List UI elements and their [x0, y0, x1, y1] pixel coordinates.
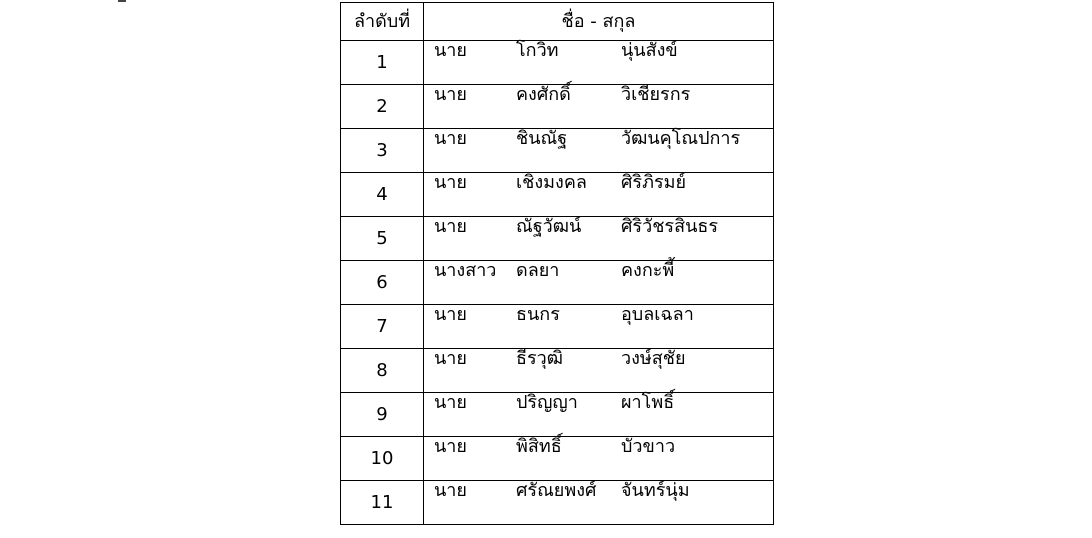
- last-name: วัฒนคุโณปการ: [621, 128, 741, 149]
- header-full-name: ชื่อ - สกุล: [424, 3, 774, 41]
- name-title: นาย: [434, 216, 467, 237]
- row-number: 9: [341, 393, 424, 437]
- table-row: [341, 173, 774, 217]
- first-name: ปริญญา: [516, 392, 578, 413]
- last-name: ศิริวัชรสินธร: [621, 216, 719, 237]
- table-header: [341, 3, 774, 41]
- full-name: [424, 41, 773, 69]
- name-title: นาย: [434, 480, 467, 501]
- row-number: 3: [341, 129, 424, 173]
- last-name: ผาโพธิ์: [621, 392, 675, 413]
- table-row: [341, 437, 774, 481]
- table-row: [341, 217, 774, 261]
- first-name: ดลยา: [516, 260, 560, 281]
- name-title: นาย: [434, 128, 467, 149]
- last-name: บัวขาว: [621, 436, 676, 457]
- row-number: 2: [341, 85, 424, 129]
- full-name-cell: [424, 305, 774, 349]
- full-name: [424, 85, 773, 113]
- first-name: ธนกร: [516, 304, 560, 325]
- last-name: จันทร์นุ่ม: [621, 480, 690, 501]
- table-row: [341, 481, 774, 525]
- table-body: [341, 41, 774, 525]
- row-number: 7: [341, 305, 424, 349]
- table-row: [341, 261, 774, 305]
- name-title: นาย: [434, 304, 467, 325]
- edge-mark: [118, 0, 126, 2]
- first-name: ศรัณยพงศ์: [516, 480, 597, 501]
- full-name: [424, 481, 773, 509]
- table-row: [341, 41, 774, 85]
- full-name-cell: [424, 129, 774, 173]
- full-name: [424, 393, 773, 421]
- name-title: นาย: [434, 436, 467, 457]
- full-name-cell: [424, 41, 774, 85]
- table-row: [341, 305, 774, 349]
- full-name: [424, 261, 773, 289]
- full-name-cell: [424, 261, 774, 305]
- full-name-cell: [424, 85, 774, 129]
- full-name: [424, 173, 773, 201]
- name-title: นาย: [434, 40, 467, 61]
- first-name: ธีรวุฒิ: [516, 348, 564, 369]
- row-number: 11: [341, 481, 424, 525]
- full-name: [424, 217, 773, 245]
- last-name: อุบลเฉลา: [621, 304, 694, 325]
- last-name: นุ่นสังข์: [621, 40, 678, 61]
- full-name-cell: [424, 217, 774, 261]
- row-number: 4: [341, 173, 424, 217]
- full-name: [424, 349, 773, 377]
- name-title: นาย: [434, 84, 467, 105]
- last-name: ศิริภิรมย์: [621, 172, 687, 193]
- header-number: ลำดับที่: [341, 3, 424, 41]
- full-name-cell: [424, 481, 774, 525]
- table-row: [341, 129, 774, 173]
- student-list-table: [340, 2, 774, 525]
- row-number: 8: [341, 349, 424, 393]
- first-name: คงศักดิ์: [516, 84, 571, 105]
- table-row: [341, 393, 774, 437]
- full-name-cell: [424, 437, 774, 481]
- last-name: วงษ์สุชัย: [621, 348, 686, 369]
- row-number: 6: [341, 261, 424, 305]
- first-name: ชินณัฐ: [516, 128, 568, 149]
- table-row: [341, 349, 774, 393]
- table-row: [341, 85, 774, 129]
- name-title: นางสาว: [434, 260, 497, 281]
- first-name: เชิงมงคล: [516, 172, 587, 193]
- full-name: [424, 129, 773, 157]
- name-title: นาย: [434, 392, 467, 413]
- full-name: [424, 437, 773, 465]
- last-name: วิเชียรกร: [621, 84, 691, 105]
- full-name-cell: [424, 349, 774, 393]
- last-name: คงกะพี้: [621, 260, 675, 281]
- full-name-cell: [424, 393, 774, 437]
- first-name: โกวิท: [516, 40, 559, 61]
- first-name: พิสิทธิ์: [516, 436, 562, 457]
- full-name: [424, 305, 773, 333]
- row-number: 10: [341, 437, 424, 481]
- name-title: นาย: [434, 348, 467, 369]
- first-name: ณัฐวัฒน์: [516, 216, 582, 237]
- header-row: [341, 3, 774, 41]
- name-title: นาย: [434, 172, 467, 193]
- row-number: 5: [341, 217, 424, 261]
- row-number: 1: [341, 41, 424, 85]
- full-name-cell: [424, 173, 774, 217]
